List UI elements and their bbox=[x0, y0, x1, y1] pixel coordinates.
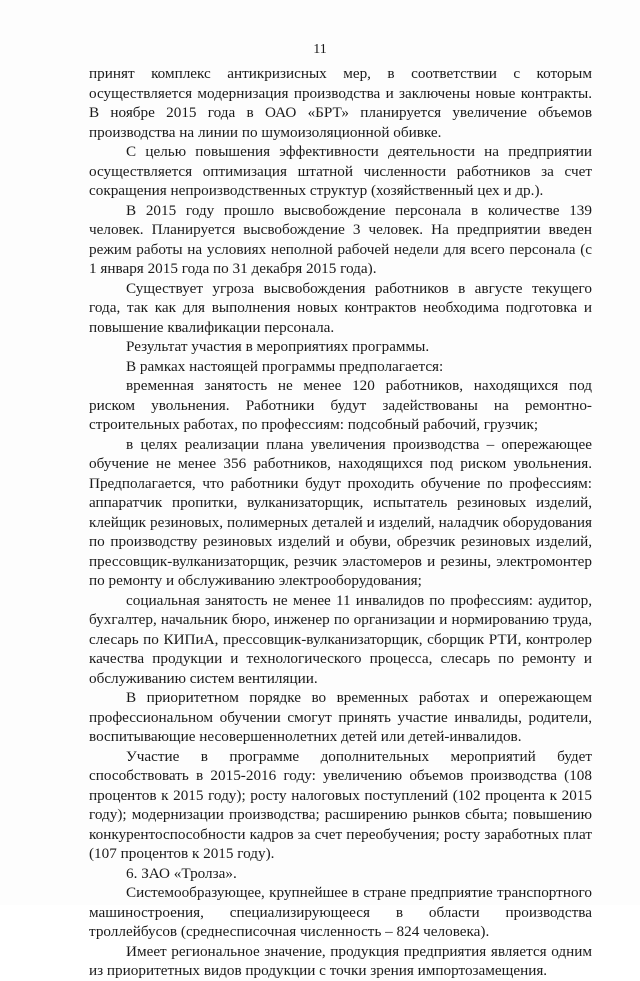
paragraph-staff-release: В 2015 году прошло высвобождение персонала в количестве 139 человек. Планируется высвобождение 3 человек. На предприятии введен режим работы на условиях неполной рабочей недели для всего персонала (с 1 января 2015 года по 31 декабря 2015 года). bbox=[89, 201, 592, 277]
section-heading-trolza: 6. ЗАО «Тролза». bbox=[126, 864, 237, 882]
paragraph-trolza-significance: Имеет региональное значение, продукция предприятия является одним из приоритетных видов продукции с точки зрения импортозамещения. bbox=[89, 942, 592, 979]
paragraph-program-intro: В рамках настоящей программы предполагается: bbox=[126, 357, 444, 375]
paragraph-trolza-description: Системообразующее, крупнейшее в стране предприятие транспортного машиностроения, специализирующееся в области производства троллейбусов (среднесписочная численность – 824 человека). bbox=[89, 884, 592, 940]
paragraph-advance-training: в целях реализации плана увеличения производства – опережающее обучение не менее 356 работников, находящихся под риском увольнения. Предполагается, что работники будут проходить обучение по профессиям: аппаратчик пропитки, вулканизаторщик, испытатель резиновых изделий, клейщик резиновых, полимерных деталей и изделий, наладчик оборудования по производству резиновых изделий и обуви, обрезчик резиновых изделий, прессовщик-вулканизаторщик, резчик эластомеров и резины, электромонтер по ремонту и обслуживанию электрооборудования; bbox=[89, 435, 592, 589]
paragraph-social-employment: социальная занятость не менее 11 инвалидов по профессиям: аудитор, бухгалтер, начальник бюро, инженер по организации и нормированию труда, слесарь по КИПиА, прессовщик-вулканизаторщик, сборщик РТИ, контролер качества продукции и технологического процесса, слесарь по ремонту и обслуживанию систем вентиляции. bbox=[89, 591, 592, 687]
paragraph-priority-participation: В приоритетном порядке во временных работах и опережающем профессиональном обучении смогут принять участие инвалиды, родители, воспитывающие несовершеннолетних детей или детей-инвалидов. bbox=[89, 689, 592, 745]
paragraph-continuation: принят комплекс антикризисных мер, в соответствии с которым осуществляется модернизация производства и заключены новые контракты. В ноябре 2015 года в ОАО «БРТ» планируется увеличение объемов производства на линии по шумоизоляционной обивке. bbox=[89, 65, 592, 141]
paragraph-program-effects: Участие в программе дополнительных мероприятий будет способствовать в 2015-2016 году: увеличению объемов производства (108 процентов к 2015 году); росту налоговых поступлений (102 процента к 2015 году); модернизации производства; расширению рынков сбыта; повышению конкурентоспособности кадров за счет переобучения; росту заработных плат (107 процентов к 2015 году). bbox=[89, 747, 592, 862]
paragraph-temporary-employment: временная занятость не менее 120 работников, находящихся под риском увольнения. Работники будут задействованы на ремонтно-строительных работах, по профессиям: подсобный рабочий, грузчик; bbox=[89, 377, 592, 433]
page-number: 11 bbox=[313, 42, 327, 57]
paragraph-program-result: Результат участия в мероприятиях программы. bbox=[126, 338, 430, 355]
paragraph-release-threat: Существует угроза высвобождения работников в августе текущего года, так как для выполнения новых контрактов необходима подготовка и повышение квалификации персонала. bbox=[89, 279, 592, 336]
document-body bbox=[89, 64, 592, 981]
paragraph-staff-optimization: С целью повышения эффективности деятельности на предприятии осуществляется оптимизация штатной численности работников за счет сокращения непроизводственных структур (хозяйственный цех и др.). bbox=[89, 143, 592, 199]
